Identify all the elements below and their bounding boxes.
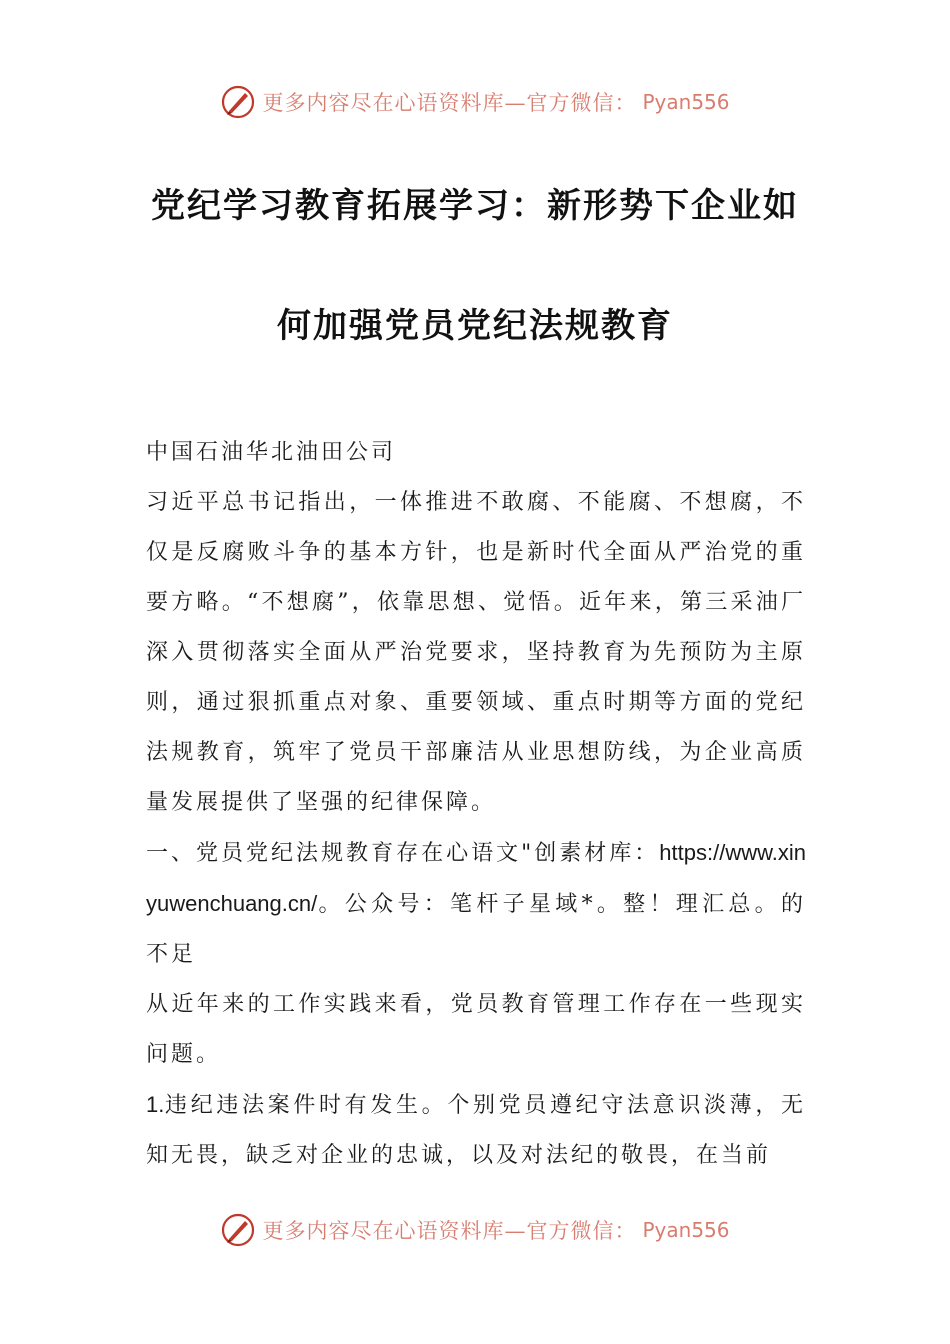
paragraph-practice: 从近年来的工作实践来看，党员教育管理工作存在一些现实问题。: [146, 992, 806, 1067]
section-heading-prefix: 一、党员党纪法规教育存在心语文"创素材库：: [146, 841, 660, 866]
header-banner: [0, 84, 950, 120]
footer-banner-text: 更多内容尽在心语资料库—官方微信：: [262, 1219, 637, 1243]
section-heading-1: [146, 828, 806, 980]
organization-name: 中国石油华北油田公司: [146, 440, 397, 465]
header-banner-text: 更多内容尽在心语资料库—官方微信：: [262, 91, 637, 115]
list-item-text: 违纪违法案件时有发生。个别党员遵纪守法意识淡薄，无知无畏，缺乏对企业的忠诚，以及对法纪的敬畏，在当前: [146, 1093, 806, 1168]
section-heading-suffix: 。公众号：笔杆子星域*。整！理汇总。的不足: [146, 892, 806, 967]
footer-banner: [0, 1212, 950, 1248]
document-title-line-2: 何加强党员党纪法规教育: [277, 306, 673, 346]
header-wechat-id: Pyan556: [642, 90, 730, 114]
pen-logo-icon: [220, 1212, 256, 1248]
website-url: https://www.xinyuwenchuang.cn/: [146, 840, 806, 916]
list-item-1: [146, 1080, 806, 1181]
paragraph-intro: 习近平总书记指出，一体推进不敢腐、不能腐、不想腐，不仅是反腐败斗争的基本方针，也是新时代全面从严治党的重要方略。“不想腐”，依靠思想、觉悟。近年来，第三采油厂深入贯彻落实全面从严治党要求，坚持教育为先预防为主原则，通过狠抓重点对象、重要领域、重点时期等方面的党纪法规教育，筑牢了党员干部廉洁从业思想防线，为企业高质量发展提供了坚强的纪律保障。: [146, 490, 806, 815]
list-item-number: 1.: [146, 1092, 165, 1117]
document-title-line-1: 党纪学习教育拓展学习：新形势下企业如: [151, 186, 799, 226]
pen-logo-icon: [220, 84, 256, 120]
document-body: [146, 428, 806, 1181]
footer-wechat-id: Pyan556: [642, 1218, 730, 1242]
